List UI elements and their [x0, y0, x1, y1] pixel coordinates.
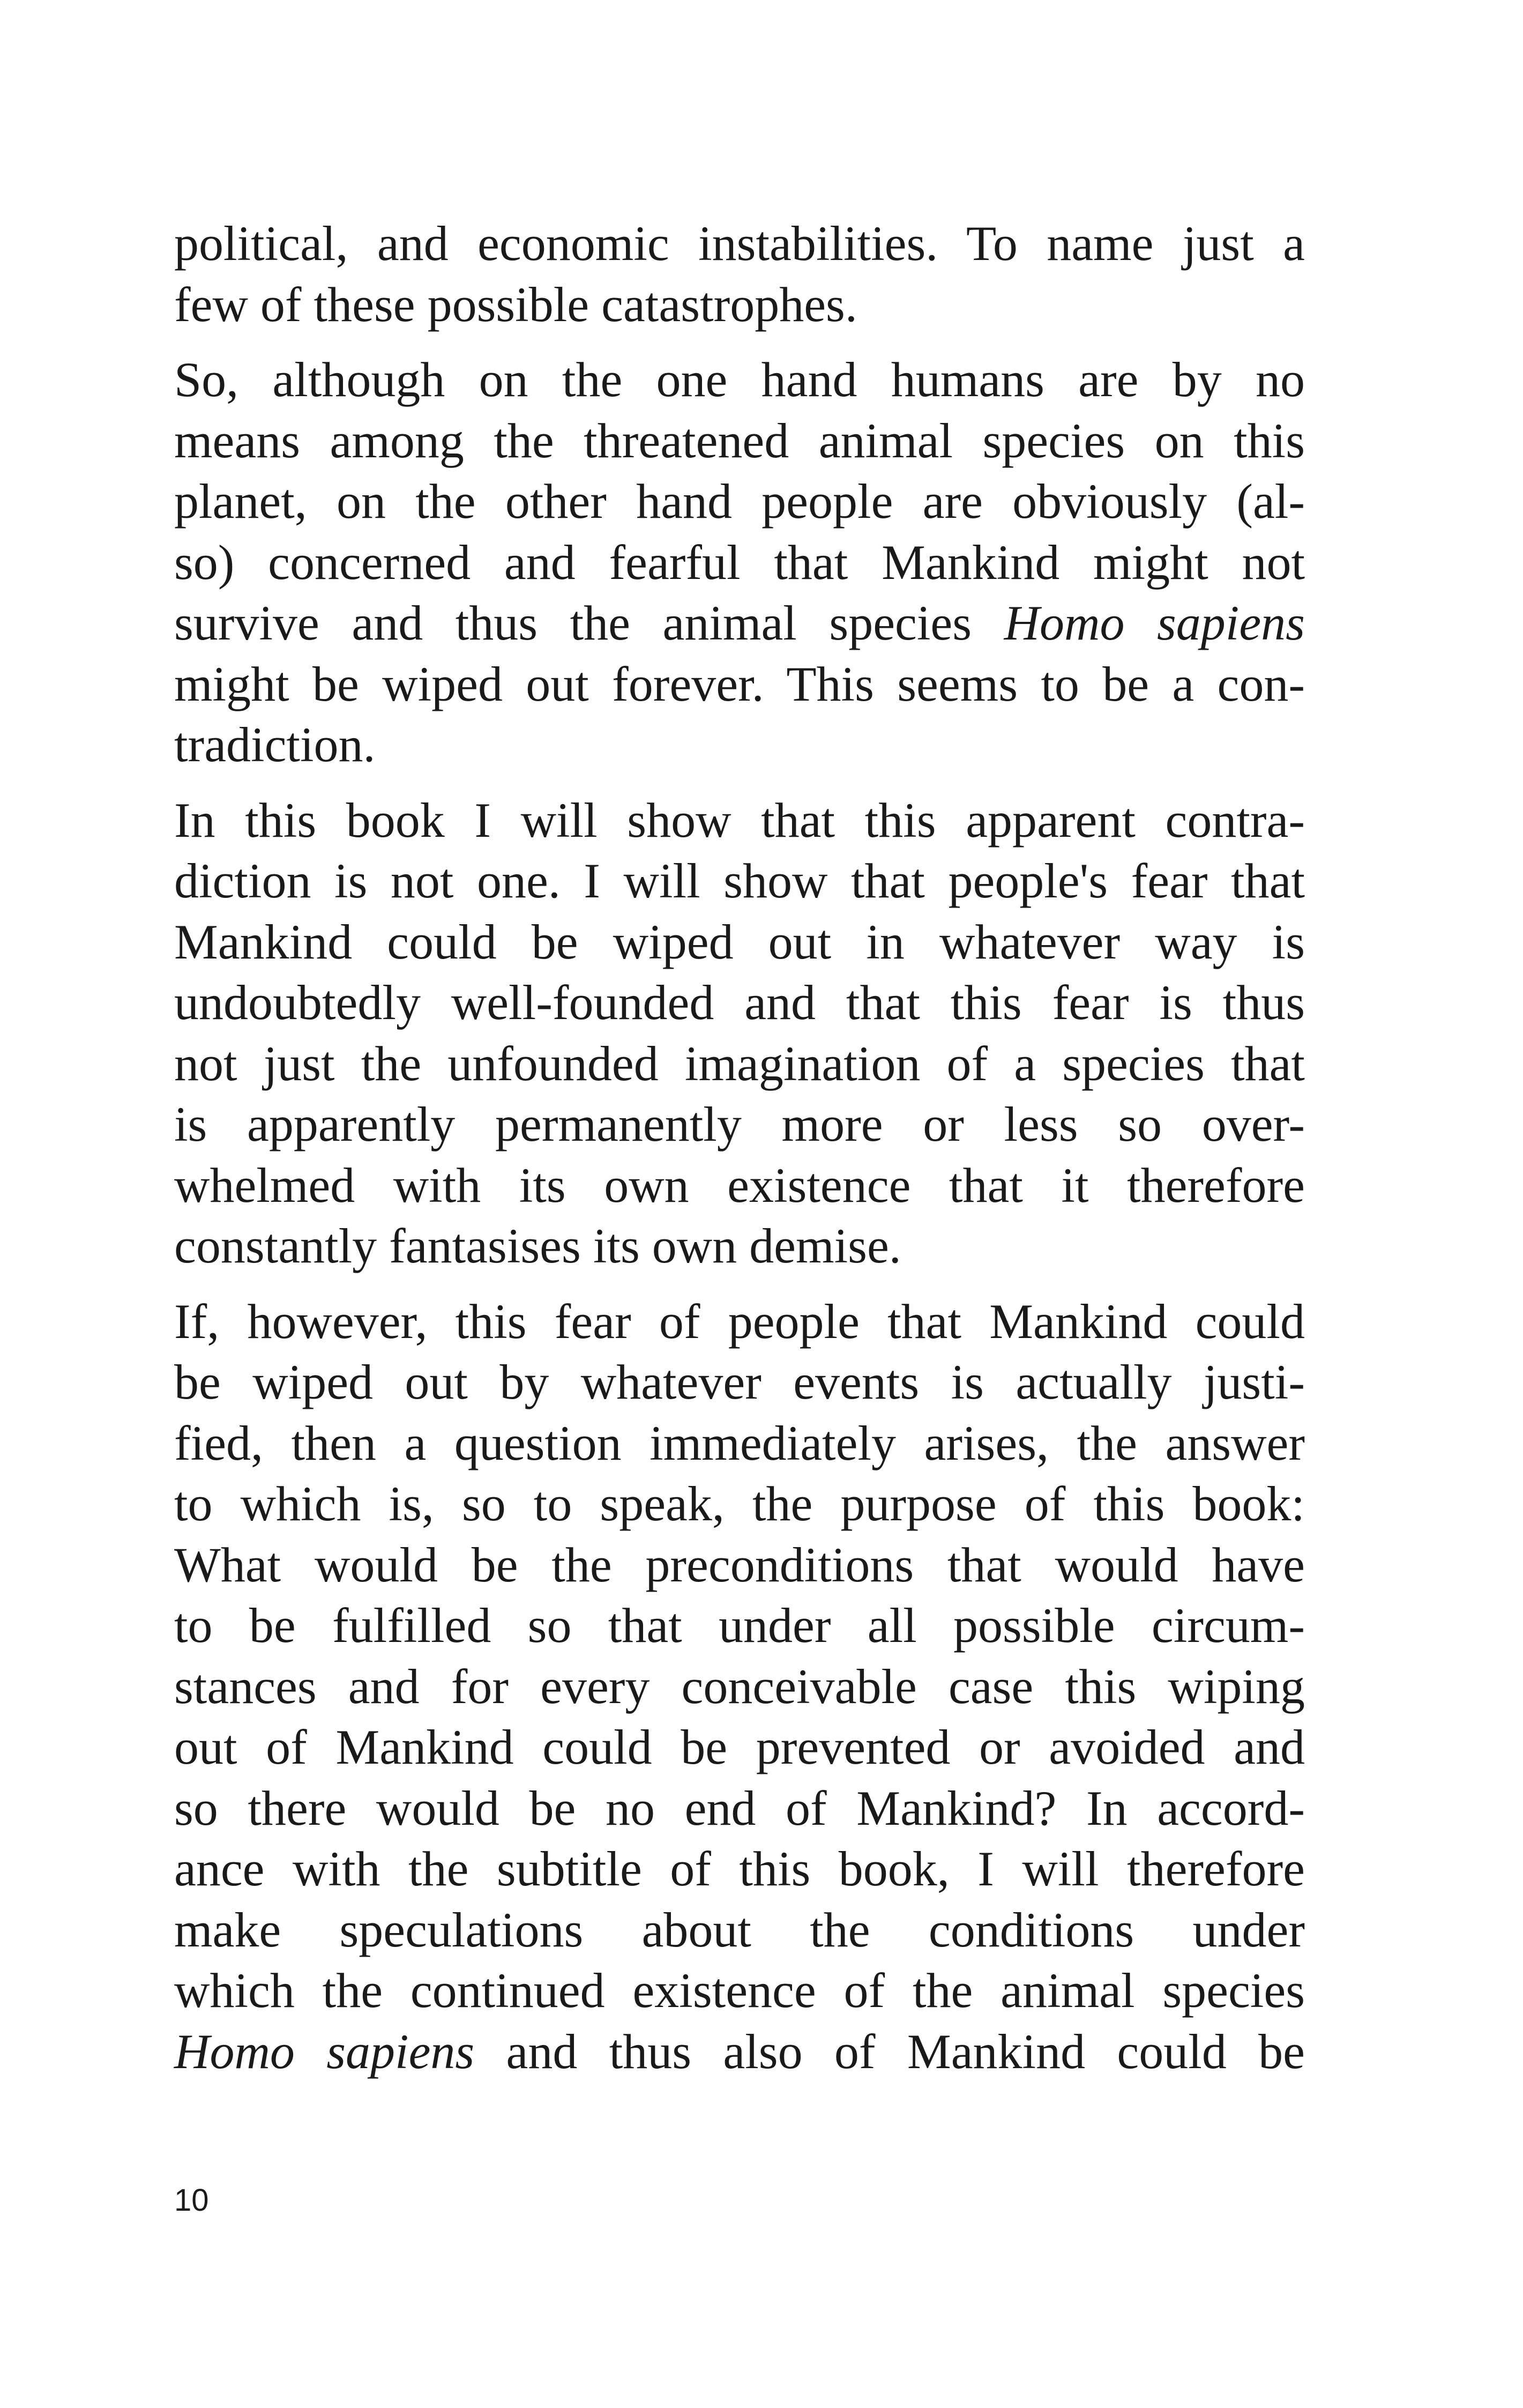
page-number: 10 [174, 2183, 209, 2218]
text-segment: to be fulfilled so that under all possible circum- [174, 1598, 1305, 1653]
text-line [174, 1535, 1305, 1596]
text-segment: means among the threatened animal species on this [174, 413, 1305, 468]
text-segment: diction is not one. I will show that people's fear that [174, 853, 1305, 908]
text-segment: is apparently permanently more or less so over- [174, 1097, 1305, 1151]
text-segment: and thus also of Mankind could be [474, 2024, 1305, 2079]
text-segment: constantly fantasises its own demise. [174, 1218, 901, 1273]
text-line [174, 471, 1305, 532]
text-line [174, 532, 1305, 593]
text-line [174, 1778, 1305, 1839]
text-line [174, 1155, 1305, 1216]
text-segment: whelmed with its own existence that it therefore [174, 1157, 1305, 1213]
text-segment: planet, on the other hand people are obviously (al- [174, 474, 1305, 529]
text-line [174, 1034, 1305, 1095]
text-segment: survive and thus the animal species [174, 596, 1004, 650]
text-segment: stances and for every conceivable case this wiping [174, 1659, 1305, 1714]
italic-text: Homo sapiens [1004, 596, 1305, 650]
text-line [174, 1960, 1305, 2021]
text-line [174, 1352, 1305, 1413]
text-line [174, 1839, 1305, 1900]
text-line [174, 350, 1305, 411]
text-segment: undoubtedly well-founded and that this fear is thus [174, 975, 1305, 1030]
text-segment: What would be the preconditions that would have [174, 1537, 1305, 1592]
paragraph [174, 1291, 1305, 2083]
text-segment: tradiction. [174, 717, 376, 772]
text-line [174, 715, 1305, 776]
text-segment: fied, then a question immediately arises, the answer [174, 1415, 1305, 1470]
paragraph [174, 350, 1305, 776]
text-segment: political, and economic instabilities. To name just a [174, 216, 1305, 271]
text-line [174, 411, 1305, 472]
text-line [174, 1291, 1305, 1352]
text-segment: ance with the subtitle of this book, I will therefore [174, 1841, 1305, 1896]
text-line [174, 912, 1305, 973]
text-segment: few of these possible catastrophes. [174, 277, 857, 332]
text-line [174, 1474, 1305, 1535]
body-text [174, 213, 1305, 2082]
text-line [174, 1900, 1305, 1961]
text-line [174, 1216, 1305, 1277]
text-segment: so) concerned and fearful that Mankind might not [174, 534, 1305, 590]
paragraph [174, 790, 1305, 1277]
text-segment: not just the unfounded imagination of a species that [174, 1036, 1305, 1091]
text-segment: might be wiped out forever. This seems to be a con- [174, 656, 1305, 711]
text-line [174, 1094, 1305, 1155]
text-line [174, 851, 1305, 912]
text-segment: So, although on the one hand humans are by no [174, 352, 1305, 407]
text-line [174, 593, 1305, 654]
text-line [174, 1595, 1305, 1656]
text-line [174, 2021, 1305, 2083]
text-line [174, 1717, 1305, 1778]
text-segment: which the continued existence of the animal species [174, 1963, 1305, 2018]
paragraph [174, 213, 1305, 335]
text-segment: If, however, this fear of people that Mankind could [174, 1294, 1305, 1349]
text-line [174, 1413, 1305, 1474]
text-line [174, 213, 1305, 274]
text-line [174, 654, 1305, 715]
text-line [174, 274, 1305, 336]
text-segment: In this book I will show that this apparent contra- [174, 792, 1305, 848]
italic-text: Homo sapiens [174, 2024, 475, 2079]
text-segment: to which is, so to speak, the purpose of this book: [174, 1476, 1305, 1531]
text-segment: make speculations about the conditions under [174, 1902, 1305, 1957]
text-segment: Mankind could be wiped out in whatever way is [174, 914, 1305, 969]
text-line [174, 790, 1305, 851]
text-line [174, 972, 1305, 1034]
text-segment: so there would be no end of Mankind? In accord- [174, 1780, 1305, 1835]
text-line [174, 1656, 1305, 1718]
text-segment: out of Mankind could be prevented or avoided and [174, 1720, 1305, 1774]
text-segment: be wiped out by whatever events is actually justi- [174, 1355, 1305, 1409]
